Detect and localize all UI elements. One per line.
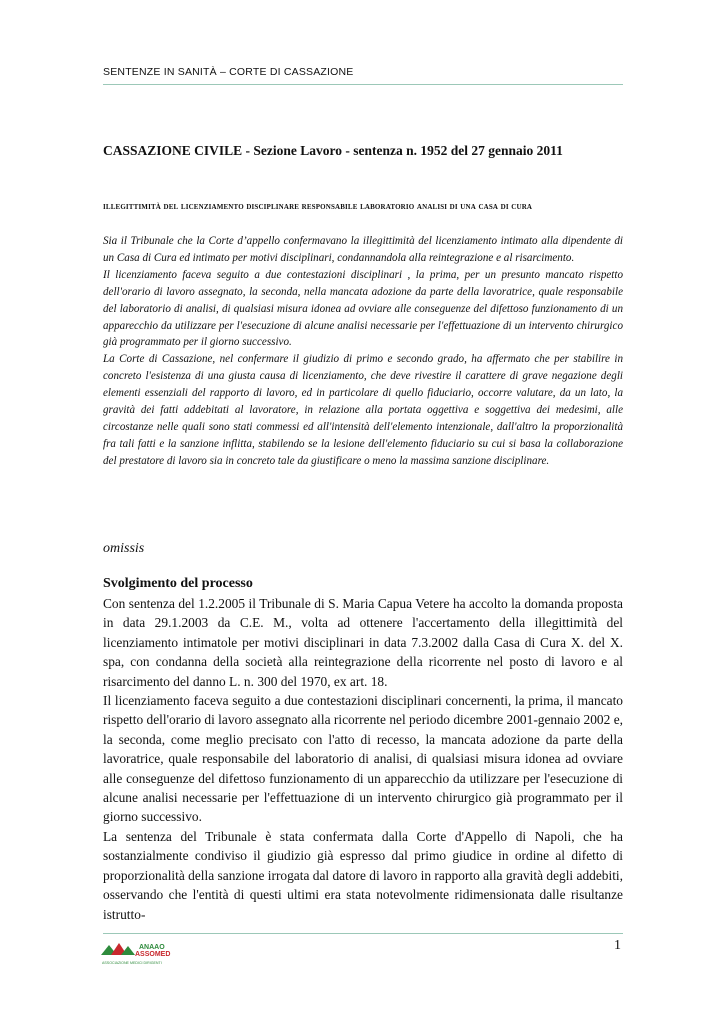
body-paragraph: Il licenziamento faceva seguito a due contestazioni disciplinari concernenti, la prima, il mancato rispetto dell'orario di lavoro assegnato alla ricorrente nel periodo dicembre 2001-gennaio 2002 e, la seconda, come meglio precisato con l'atto di recesso, la mancata adozione da parte della lavoratrice, quale responsabile del laboratorio di analisi, di qualsiasi misura idonea ad ovviare alle conseguenze del difettoso funzionamento di un apparecchio da utilizzare per l'esecuzione di alcune analisi necessarie per l'effettuazione di un intervento chirurgico già programmato per il giorno successivo. (103, 693, 623, 825)
header-divider (103, 84, 623, 85)
body-text (103, 594, 623, 924)
document-title: CASSAZIONE CIVILE - Sezione Lavoro - sentenza n. 1952 del 27 gennaio 2011 (103, 143, 563, 158)
subject-heading: illegittimità del licenziamento disciplinare responsabile laboratorio analisi di una casa di cura (103, 201, 533, 212)
section-heading: Svolgimento del processo (103, 576, 253, 591)
omissis-label: omissis (103, 541, 145, 556)
anaao-assomed-logo (99, 941, 179, 969)
summary-paragraph: La Corte di Cassazione, nel confermare il giudizio di primo e secondo grado, ha affermato che per stabilire in concreto l'esistenza di una giusta causa di licenziamento, che deve rivestire il carattere di grave negazione degli elementi essenziali del rapporto di lavoro, ed in particolare di quello fiduciario, occorre valutare, da un lato, la gravità dei fatti addebitati al lavoratore, in relazione alla portata oggettiva e soggettiva dei medesimi, alle circostanze nelle quali sono stati commessi ed all'intensità dell'elemento intenzionale, dall'altro la proporzionalità fra tali fatti e la sanzione inflitta, stabilendo se la lesione dell'elemento fiduciario su cui si basa la collaborazione del prestatore di lavoro sia in concreto tale da giustificare o meno la massima sanzione disciplinare. (103, 353, 623, 467)
running-header: SENTENZE IN SANITÀ – CORTE DI CASSAZIONE (103, 66, 354, 78)
body-paragraph: La sentenza del Tribunale è stata confermata dalla Corte d'Appello di Napoli, che ha sostanzialmente condiviso il giudizio già espresso dal primo giudice in ordine al difetto di proporzionalità della sanzione irrogata dal datore di lavoro in rapporto alla gravità degli addebiti, osservando che l'entità di questi ultimi era stata notevolmente ridimensionata dalle risultanze istrutto- (103, 828, 623, 922)
summary-paragraph: Sia il Tribunale che la Corte d’appello confermavano la illegittimità del licenziamento intimato alla dipendente di un Casa di Cura ed intimato per motivi disciplinari, condannandola alla reintegrazione e al risarcimento. (103, 235, 623, 264)
summary-block (103, 233, 623, 470)
logo-caption: ASSOCIAZIONE MEDICI DIRIGENTI (102, 961, 162, 965)
body-paragraph: Con sentenza del 1.2.2005 il Tribunale di S. Maria Capua Vetere ha accolto la domanda proposta in data 29.1.2003 da C.E. M., volta ad ottenere l'accertamento della illegittimità del licenziamento intimatole per motivi disciplinari in data 7.3.2002 dalla Casa di Cura X. del X. spa, con condanna della società alla reintegrazione della ricorrente nel posto di lavoro e al risarcimento del danno L. n. 300 del 1970, ex art. 18. (103, 596, 623, 689)
summary-paragraph: Il licenziamento faceva seguito a due contestazioni disciplinari , la prima, per un presunto mancato rispetto dell'orario di lavoro assegnato, la seconda, nella mancata adozione da parte della lavoratrice, quale responsabile del laboratorio di analisi, di qualsiasi misura idonea ad ovviare alle conseguenze del difettoso funzionamento di un apparecchio da utilizzare per l'esecuzione di alcune analisi necessarie per l'effettuazione di un intervento chirurgico già programmato per il giorno successivo. (103, 268, 623, 349)
footer-divider (103, 933, 623, 934)
logo-text-top: ANAAO (139, 944, 165, 951)
logo-text-bottom: ASSOMED (135, 951, 171, 958)
page-number: 1 (614, 938, 621, 953)
